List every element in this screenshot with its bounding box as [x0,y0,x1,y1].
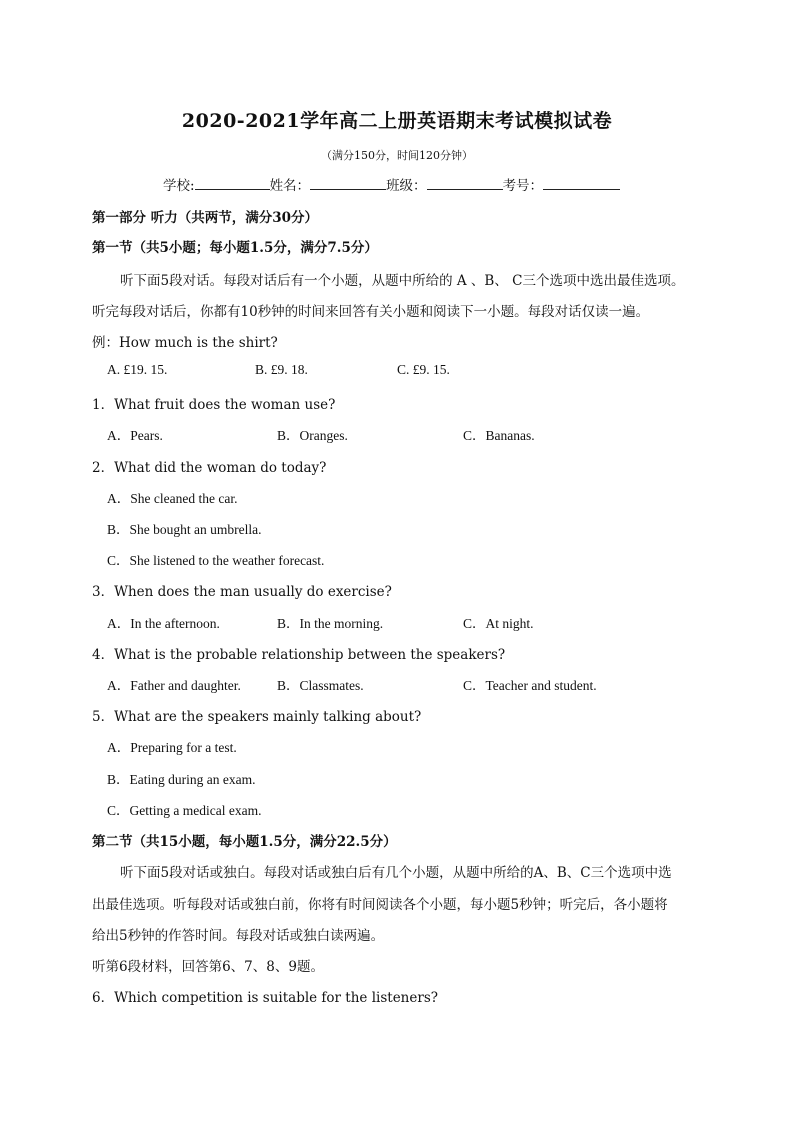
question-2-stem: 2．What did the woman do today? [92,460,327,476]
page-title: 2020-2021学年高二上册英语期末考试模拟试卷 [181,110,613,132]
question-3-option-a[interactable]: A．In the afternoon. [107,616,220,631]
question-1-option-c[interactable]: C．Bananas. [463,428,535,443]
school-label: 学校: [163,178,195,194]
student-info-row [163,174,620,194]
question-2-option-c[interactable]: C．She listened to the weather forecast. [107,553,325,568]
question-2-option-a[interactable]: A．She cleaned the car. [107,491,238,506]
question-1-option-a[interactable]: A．Pears. [107,428,163,443]
question-1-option-b[interactable]: B．Oranges. [277,428,348,443]
section2-instruction-line2: 出最佳选项。听每段对话或独白前，你将有时间阅读各个小题，每小题5秒钟；听完后，各小题将 [92,897,668,913]
example-option-a: A. £19. 15. [107,362,168,377]
example-question: 例：How much is the shirt? [92,335,278,351]
question-3-option-c[interactable]: C．At night. [463,616,534,631]
section2-instruction-line1: 听下面5段对话或独白。每段对话或独白后有几个小题，从题中所给的A、B、C三个选项中选 [120,865,672,881]
section2-heading: 第二节（共15小题，每小题1.5分，满分22.5分） [92,834,397,850]
exam-no-label: 考号： [502,178,544,194]
exam-no-field[interactable] [543,175,620,190]
section1-instruction-line2: 听完每段对话后，你都有10秒钟的时间来回答有关小题和阅读下一小题。每段对话仅读一遍。 [92,304,650,320]
class-label: 班级： [386,178,427,194]
example-option-b: B. £9. 18. [255,362,308,377]
question-4-stem: 4．What is the probable relationship between the speakers? [92,647,506,663]
question-5-option-c[interactable]: C．Getting a medical exam. [107,803,262,818]
name-field[interactable] [310,175,386,190]
question-5-stem: 5．What are the speakers mainly talking about? [92,709,422,725]
material-note: 听第6段材料，回答第6、7、8、9题。 [92,959,324,975]
school-field[interactable] [195,175,270,190]
question-1-stem: 1．What fruit does the woman use? [92,397,336,413]
question-3-stem: 3．When does the man usually do exercise? [92,584,392,600]
part1-heading: 第一部分 听力（共两节，满分30分） [92,210,318,226]
question-5-option-b[interactable]: B．Eating during an exam. [107,772,256,787]
section1-heading: 第一节（共5小题；每小题1.5分，满分7.5分） [92,240,378,256]
question-3-option-b[interactable]: B．In the morning. [277,616,384,631]
question-5-option-a[interactable]: A．Preparing for a test. [107,740,237,755]
question-4-option-b[interactable]: B．Classmates. [277,678,364,693]
class-field[interactable] [427,175,503,190]
question-4-option-c[interactable]: C．Teacher and student. [463,678,597,693]
example-option-c: C. £9. 15. [397,362,450,377]
section1-instruction-line1: 听下面5段对话。每段对话后有一个小题，从题中所给的 A 、B、 C三个选项中选出最佳选项。 [120,273,685,289]
name-label: 姓名： [269,178,311,194]
question-2-option-b[interactable]: B．She bought an umbrella. [107,522,262,537]
page-subtitle: （满分150分，时间120分钟） [321,149,473,162]
question-4-option-a[interactable]: A．Father and daughter. [107,678,241,693]
question-6-stem: 6．Which competition is suitable for the listeners? [92,990,438,1006]
section2-instruction-line3: 给出5秒钟的作答时间。每段对话或独白读两遍。 [92,928,385,944]
